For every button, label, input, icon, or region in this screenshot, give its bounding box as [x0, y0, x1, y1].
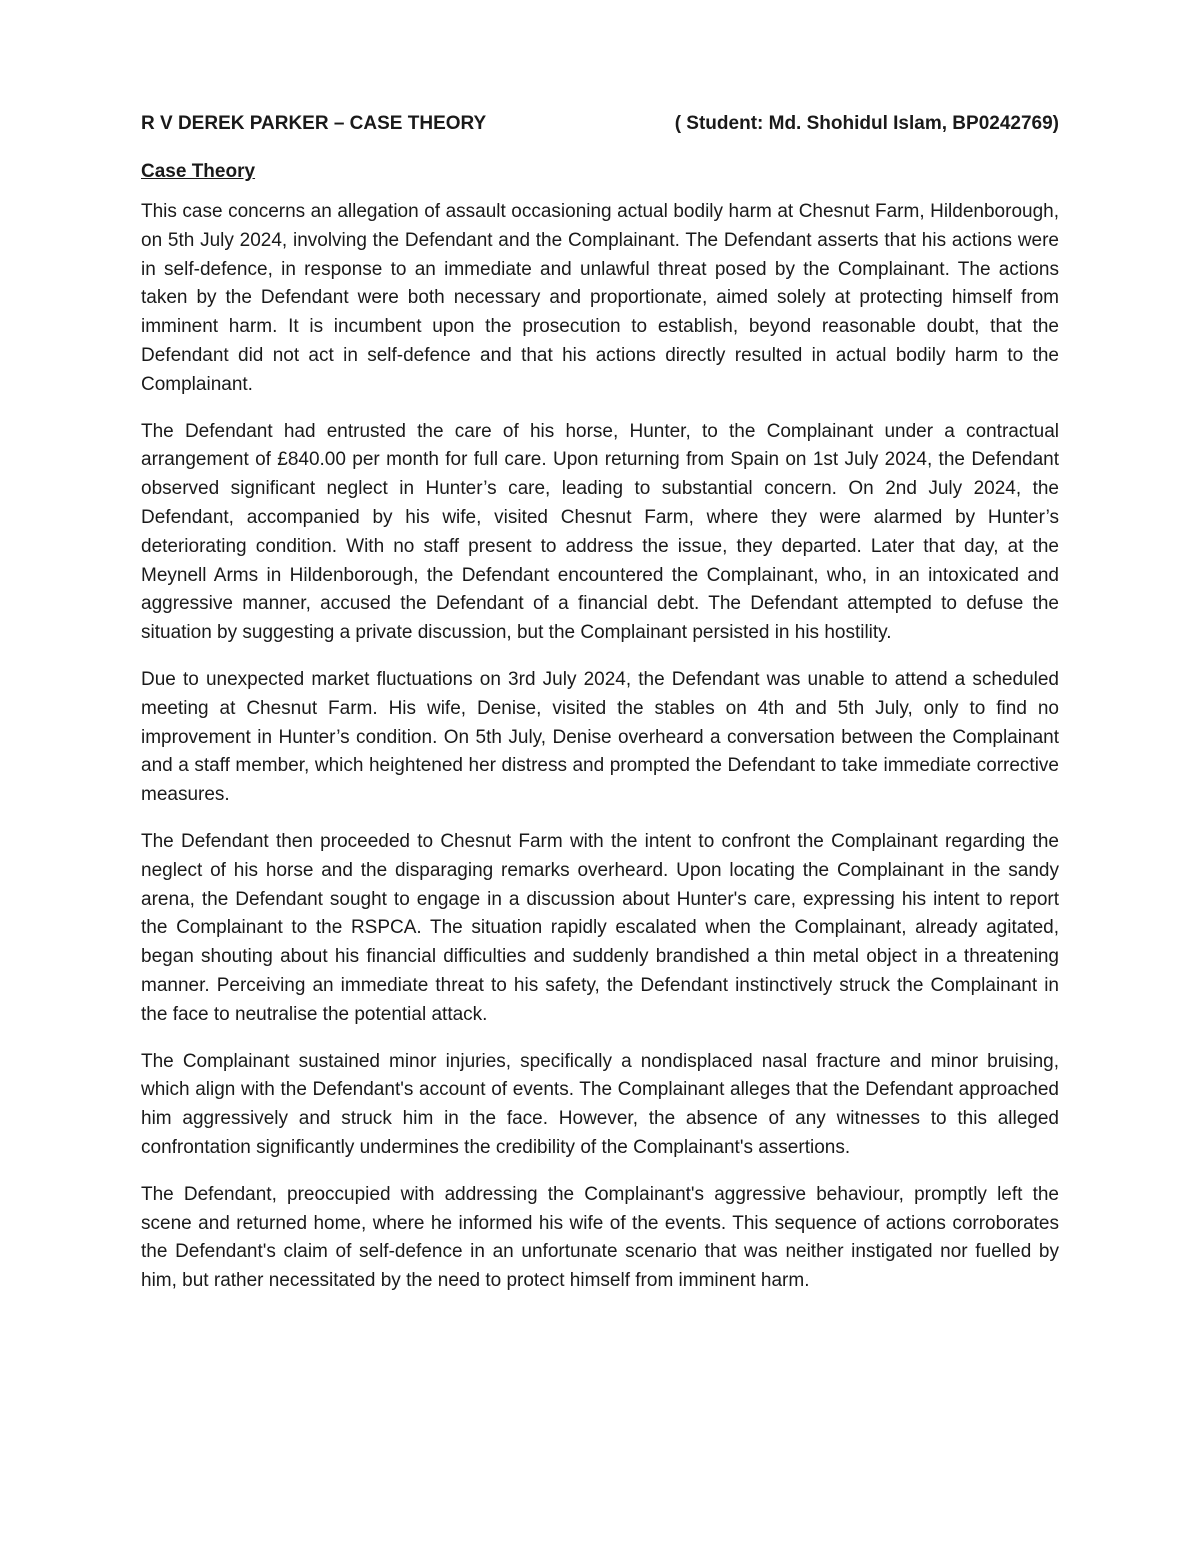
paragraph-background: The Defendant had entrusted the care of his horse, Hunter, to the Complainant under a contractual arrangement of £840.00 per month for full care. Upon returning from Spain on 1st July 2024, the Defendant observed significant neglect in Hunter’s care, leading to substantial concern. On 2nd July 2024, the Defendant, accompanied by his wife, visited Chesnut Farm, where they were alarmed by Hunter’s deteriorating condition. With no staff present to address the issue, they departed. Later that day, at the Meynell Arms in Hildenborough, the Defendant encountered the Complainant, who, in an intoxicated and aggressive manner, accused the Defendant of a financial debt. The Defendant attempted to defuse the situation by suggesting a private discussion, but the Complainant persisted in his hostility. — [141, 420, 1059, 644]
paragraph-injuries: The Complainant sustained minor injuries, specifically a nondisplaced nasal fracture and minor bruising, which align with the Defendant's account of events. The Complainant alleges that the Defendant approached him aggressively and struck him in the face. However, the absence of any witnesses to this alleged confrontation significantly undermines the credibility of the Complainant's assertions. — [141, 1050, 1059, 1158]
document-header — [141, 110, 1059, 138]
paragraph-confrontation: The Defendant then proceeded to Chesnut Farm with the intent to confront the Complainant regarding the neglect of his horse and the disparaging remarks overheard. Upon locating the Complainant in the sandy arena, the Defendant sought to engage in a discussion about Hunter's care, expressing his intent to report the Complainant to the RSPCA. The situation rapidly escalated when the Complainant, already agitated, began shouting about his financial difficulties and suddenly brandished a thin metal object in a threatening manner. Perceiving an immediate threat to his safety, the Defendant instinctively struck the Complainant in the face to neutralise the potential attack. — [141, 830, 1059, 1025]
section-heading: Case Theory — [141, 161, 256, 182]
document-page — [141, 110, 1059, 1314]
student-info: ( Student: Md. Shohidul Islam, BP0242769) — [674, 113, 1059, 134]
paragraph-intro: This case concerns an allegation of assault occasioning actual bodily harm at Chesnut Farm, Hildenborough, on 5th July 2024, involving the Defendant and the Complainant. The Defendant asserts that his actions were in self-defence, in response to an immediate and unlawful threat posed by the Complainant. The actions taken by the Defendant were both necessary and proportionate, aimed solely at protecting himself from imminent harm. It is incumbent upon the prosecution to establish, beyond reasonable doubt, that the Defendant did not act in self-defence and that his actions directly resulted in actual bodily harm to the Complainant. — [141, 201, 1059, 395]
paragraph-conclusion: The Defendant, preoccupied with addressing the Complainant's aggressive behaviour, promptly left the scene and returned home, where he informed his wife of the events. This sequence of actions corroborates the Defendant's claim of self-defence in an unfortunate scenario that was neither instigated nor fuelled by him, but rather necessitated by the need to protect himself from imminent harm. — [141, 1183, 1059, 1292]
paragraph-market-fluctuations: Due to unexpected market fluctuations on 3rd July 2024, the Defendant was unable to attend a scheduled meeting at Chesnut Farm. His wife, Denise, visited the stables on 4th and 5th July, only to find no improvement in Hunter’s condition. On 5th July, Denise overheard a conversation between the Complainant and a staff member, which heightened her distress and prompted the Defendant to take immediate corrective measures. — [141, 668, 1059, 806]
document-title: R V DEREK PARKER – CASE THEORY — [141, 113, 487, 134]
